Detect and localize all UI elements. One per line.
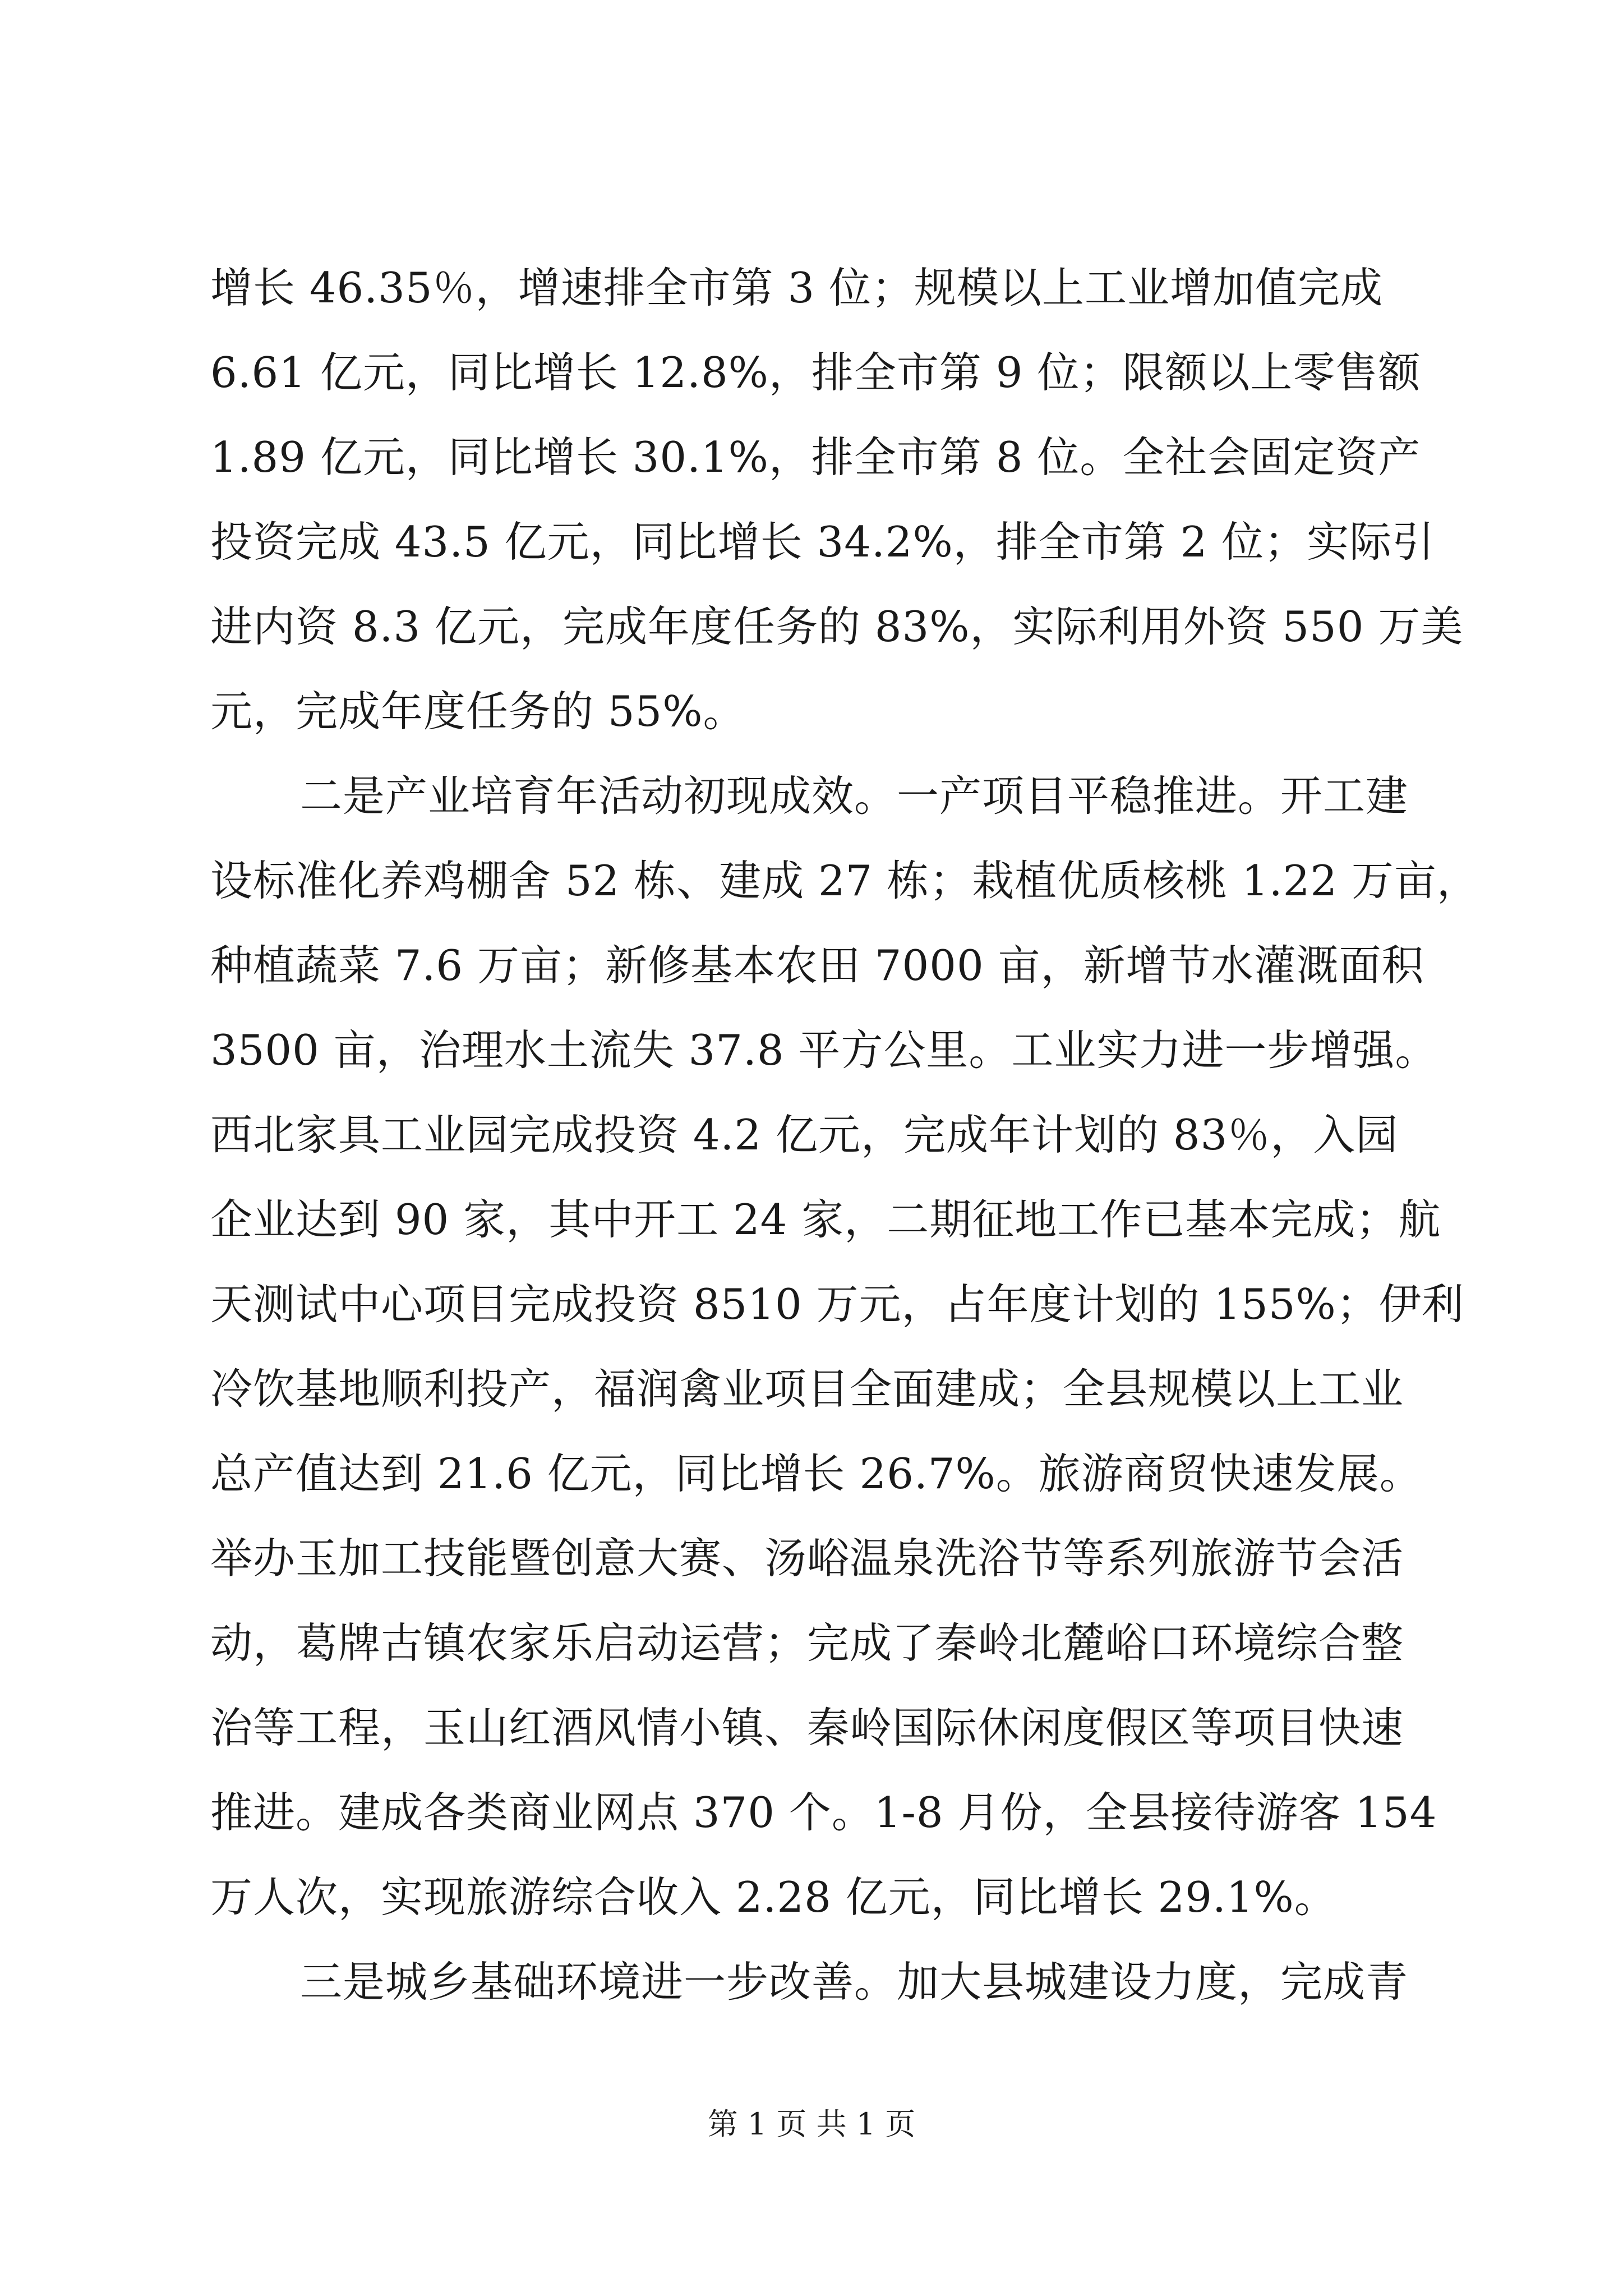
- text-line: 元，完成年度任务的 55%。: [210, 687, 746, 736]
- text-line: 企业达到 90 家，其中开工 24 家，二期征地工作已基本完成；航: [210, 1195, 1441, 1244]
- text-line: 动，葛牌古镇农家乐启动运营；完成了秦岭北麓峪口环境综合整: [210, 1618, 1404, 1668]
- page-footer: 第 1 页 共 1 页: [707, 2106, 916, 2142]
- text-line: 设标准化养鸡棚舍 52 栋、建成 27 栋；栽植优质核桃 1.22 万亩，: [210, 856, 1479, 905]
- text-line: 种植蔬菜 7.6 万亩；新修基本农田 7000 亩，新增节水灌溉面积: [210, 941, 1424, 990]
- text-line: 治等工程，玉山红酒风情小镇、秦岭国际休闲度假区等项目快速: [210, 1703, 1404, 1752]
- text-line: 进内资 8.3 亿元，完成年度任务的 83%，实际利用外资 550 万美: [210, 602, 1464, 651]
- text-line: 3500 亩，治理水土流失 37.8 平方公里。工业实力进一步增强。: [210, 1025, 1438, 1075]
- text-line: 6.61 亿元，同比增长 12.8%，排全市第 9 位；限额以上零售额: [210, 348, 1421, 397]
- text-line: 万人次，实现旅游综合收入 2.28 亿元，同比增长 29.1%。: [210, 1872, 1337, 1922]
- text-line: 投资完成 43.5 亿元，同比增长 34.2%，排全市第 2 位；实际引: [210, 517, 1435, 567]
- text-line: 总产值达到 21.6 亿元，同比增长 26.7%。旅游商贸快速发展。: [210, 1449, 1422, 1498]
- text-line: 冷饮基地顺利投产，福润禽业项目全面建成；全县规模以上工业: [210, 1364, 1404, 1414]
- paragraph-start-line: 二是产业培育年活动初现成效。一产项目平稳推进。开工建: [300, 771, 1409, 821]
- text-line: 1.89 亿元，同比增长 30.1%，排全市第 8 位。全社会固定资产: [210, 432, 1421, 482]
- text-line: 天测试中心项目完成投资 8510 万元，占年度计划的 155%；伊利: [210, 1280, 1464, 1329]
- text-line: 推进。建成各类商业网点 370 个。1-8 月份，全县接待游客 154: [210, 1788, 1437, 1837]
- document-body: [210, 261, 1479, 2040]
- text-line: 西北家具工业园完成投资 4.2 亿元，完成年计划的 83％，入园: [210, 1110, 1399, 1159]
- paragraph-start-line: 三是城乡基础环境进一步改善。加大县城建设力度，完成青: [300, 1957, 1409, 2007]
- text-line: 举办玉加工技能暨创意大赛、汤峪温泉洗浴节等系列旅游节会活: [210, 1534, 1404, 1583]
- text-line: 增长 46.35％，增速排全市第 3 位；规模以上工业增加值完成: [210, 263, 1383, 312]
